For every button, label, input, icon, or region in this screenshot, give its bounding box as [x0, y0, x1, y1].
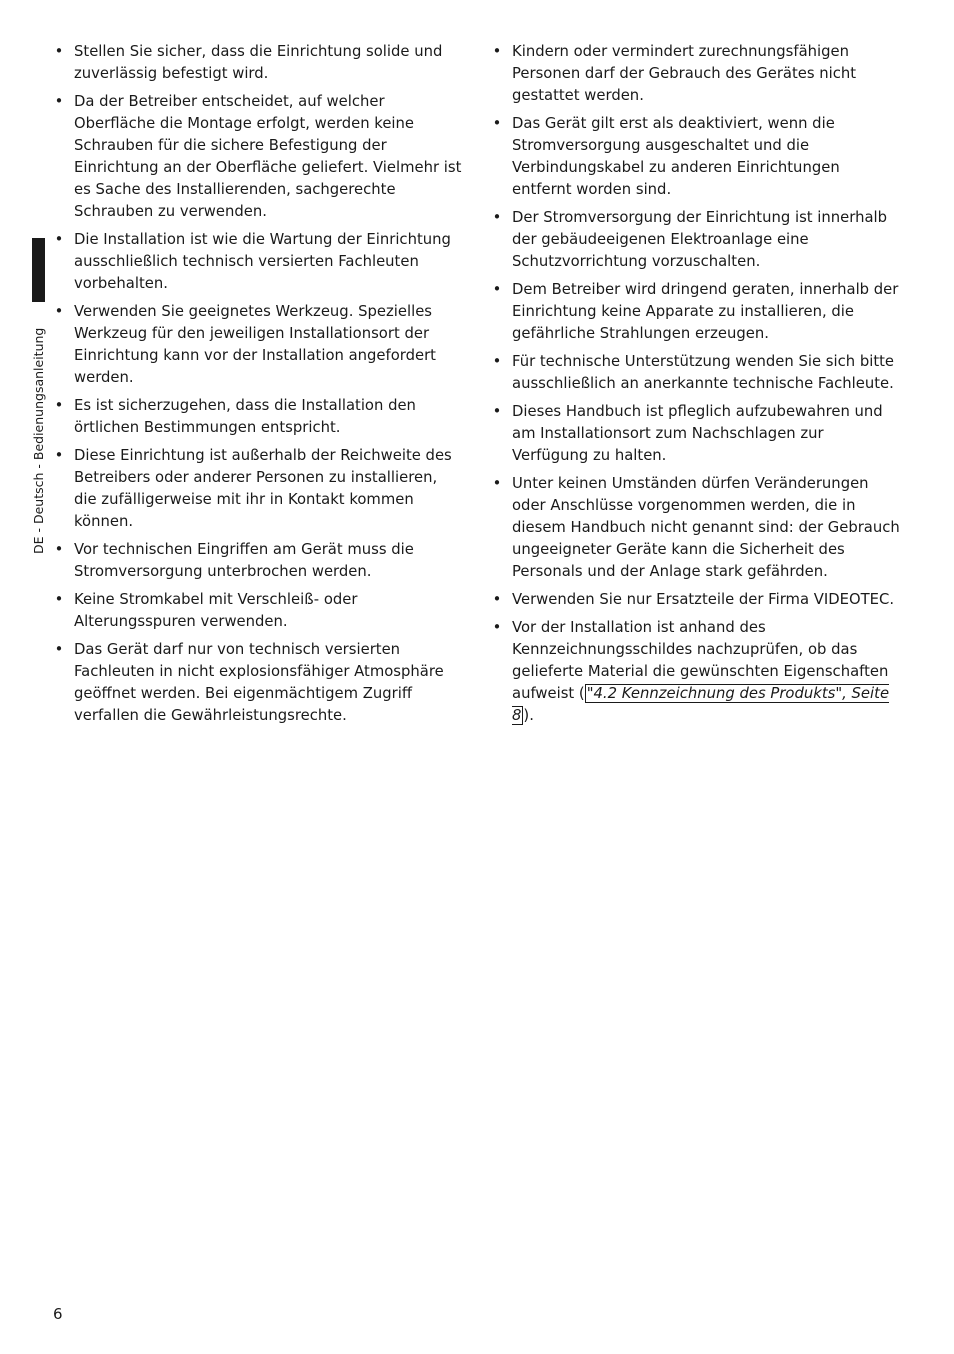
bullet-icon: • [492, 352, 502, 370]
bullet-icon: • [492, 43, 502, 60]
list-item [490, 113, 900, 201]
list-item-text: Dieses Handbuch ist pfleglich aufzubewahren und am Installationsort zum Nachschlagen zur Verfügung zu halten. [512, 403, 883, 464]
list-item [52, 639, 464, 727]
list-item-text: Verwenden Sie geeignetes Werkzeug. Spezielles Werkzeug für den jeweiligen Installationsort der Einrichtung kann vor der Installation angefordert werden. [74, 302, 436, 386]
list-item-text: Da der Betreiber entscheidet, auf welcher Oberfläche die Montage erfolgt, werden keine Schrauben für die sichere Befestigung der Einrichtung an der Oberfläche geliefert. Vielmehr ist es Sache des Installierenden, sachgerechte Schrauben zu verwenden. [74, 93, 462, 220]
bullet-icon: • [54, 43, 64, 60]
section-tab-marker [32, 238, 45, 302]
sidebar-language-label [31, 308, 47, 554]
bullet-icon: • [492, 208, 502, 226]
list-item-text: Das Gerät darf nur von technisch versierten Fachleuten in nicht explosionsfähiger Atmosphäre geöffnet werden. Bei eigenmächtigem Zugriff verfallen die Gewährleistungsrechte. [74, 641, 444, 724]
list-item [52, 445, 464, 533]
list-item [490, 279, 900, 345]
list-item-text: Stellen Sie sicher, dass die Einrichtung solide und zuverlässig befestigt wird. [74, 43, 443, 82]
left-column [52, 41, 464, 733]
list-item [490, 401, 900, 467]
bullet-icon: • [54, 93, 64, 111]
list-item [490, 617, 900, 727]
bullet-icon: • [54, 446, 64, 464]
right-bullet-list [490, 41, 900, 727]
bullet-icon: • [492, 115, 502, 133]
bullet-icon: • [54, 302, 64, 320]
left-bullet-list [52, 41, 464, 727]
page-number: 6 [53, 1305, 63, 1323]
list-item-text-end: ). [523, 706, 534, 724]
list-item [52, 539, 464, 583]
list-item-text: Die Installation ist wie die Wartung der Einrichtung ausschließlich technisch versierten Fachleuten vorbehalten. [74, 230, 451, 292]
list-item [490, 473, 900, 583]
list-item-text: Unter keinen Umständen dürfen Veränderungen oder Anschlüsse vorgenommen werden, die in diesem Handbuch nicht genannt sind: der Gebrauch ungeeigneter Geräte kann die Sicherheit des Personals und der Anlage stark gefährden. [512, 475, 900, 580]
list-item-text: Das Gerät gilt erst als deaktiviert, wenn die Stromversorgung ausgeschaltet und die Verbindungskabel zu anderen Einrichtungen entfernt worden sind. [512, 115, 840, 198]
list-item [52, 395, 464, 439]
list-item [52, 301, 464, 389]
bullet-icon: • [492, 619, 502, 637]
list-item-text: Diese Einrichtung ist außerhalb der Reichweite des Betreibers oder anderer Personen zu installieren, die zufälligerweise mit ihr in Kontakt kommen können. [74, 446, 452, 530]
bullet-icon: • [492, 475, 502, 493]
list-item [52, 589, 464, 633]
list-item-text: Für technische Unterstützung wenden Sie sich bitte ausschließlich an anerkannte technische Fachleute. [512, 352, 895, 392]
right-column [490, 41, 900, 733]
list-item [52, 41, 464, 85]
bullet-icon: • [54, 641, 64, 659]
bullet-icon: • [492, 403, 502, 421]
bullet-icon: • [54, 540, 64, 558]
bullet-icon: • [492, 590, 502, 608]
list-item [52, 91, 464, 222]
sidebar-label-text: DE - Deutsch - Bedienungsanleitung [31, 327, 46, 554]
list-item-text: Dem Betreiber wird dringend geraten, innerhalb der Einrichtung keine Apparate zu installieren, die gefährliche Strahlungen erzeugen. [512, 280, 899, 342]
list-item [490, 351, 900, 395]
list-item-text: Der Stromversorgung der Einrichtung ist innerhalb der gebäudeeigenen Elektroanlage eine Schutzvorrichtung vorzuschalten. [512, 208, 888, 270]
bullet-icon: • [54, 230, 64, 248]
bullet-icon: • [492, 280, 502, 298]
list-item-text: Vor der Installation ist anhand des Kennzeichnungsschildes nachzuprüfen, ob das gelieferte Material die gewünschten Eigenschaften aufweist ( [512, 619, 889, 702]
list-item-text: Vor technischen Eingriffen am Gerät muss die Stromversorgung unterbrochen werden. [74, 540, 414, 580]
list-item [490, 207, 900, 273]
cross-reference-link[interactable]: "4.2 Kennzeichnung des Produkts", Seite 8 [512, 684, 890, 724]
list-item [490, 41, 900, 107]
list-item-text: Es ist sicherzugehen, dass die Installation den örtlichen Bestimmungen entspricht. [74, 396, 416, 436]
bullet-icon: • [54, 590, 64, 608]
list-item-text: Keine Stromkabel mit Verschleiß- oder Alterungsspuren verwenden. [74, 590, 358, 630]
list-item [52, 229, 464, 295]
list-item-text: Kindern oder vermindert zurechnungsfähigen Personen darf der Gebrauch des Gerätes nicht gestattet werden. [512, 43, 857, 104]
list-item-text: Verwenden Sie nur Ersatzteile der Firma VIDEOTEC. [512, 590, 895, 608]
list-item [490, 589, 900, 611]
bullet-icon: • [54, 396, 64, 414]
